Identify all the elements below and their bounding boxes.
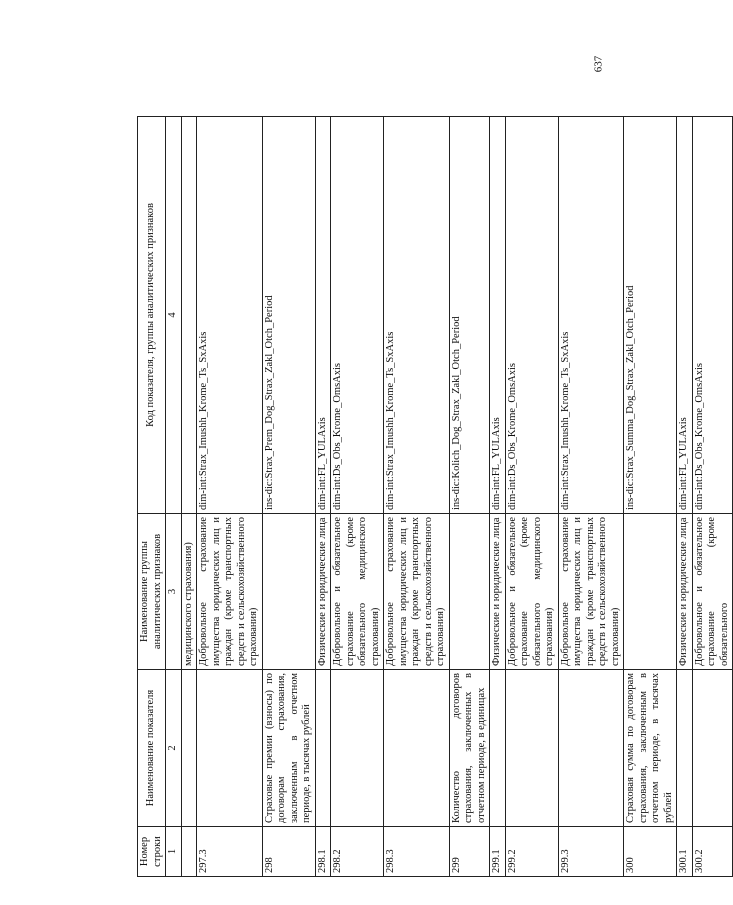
row-number (181, 827, 197, 877)
header-row-number: Номер строки (138, 827, 166, 877)
group-name: Добровольное страхование имущества юридических лиц и граждан (кроме транспортных средств и сельскохозяйственного страхования) (558, 514, 624, 670)
table-row (181, 117, 197, 877)
group-name: Физические и юридические лица (490, 514, 506, 670)
indicator-code: dim-int:FL_YULAxis (315, 117, 331, 514)
indicator-name: Количество договоров страхования, заключенных в отчетном периоде, в единицах (449, 670, 490, 827)
table-row (558, 117, 624, 877)
indicator-code: ins-dic:Strax_Summa_Dog_Strax_Zakl_Otch_Period (624, 117, 677, 514)
group-name: Добровольное и обязательное страхование (кроме обязательного (692, 514, 733, 670)
table-row (315, 117, 331, 877)
column-index: 4 (166, 117, 182, 514)
table-row (197, 117, 263, 877)
indicator-name (490, 670, 506, 827)
indicator-name (505, 670, 558, 827)
row-number: 299 (449, 827, 490, 877)
row-number: 299.2 (505, 827, 558, 877)
group-name (262, 514, 315, 670)
row-number: 300.2 (692, 827, 733, 877)
indicator-code: dim-int:FL_YULAxis (677, 117, 693, 514)
indicator-name (692, 670, 733, 827)
header-row (138, 117, 166, 877)
row-number: 298.2 (331, 827, 384, 877)
indicator-name: Страховые премии (взносы) по договорам страхования, заключенным в отчетном периоде, в тысячах рублей (262, 670, 315, 827)
page-number: 637 (592, 55, 605, 73)
header-code: Код показателя, группы аналитических признаков (138, 117, 166, 514)
indicator-name (558, 670, 624, 827)
table-row (331, 117, 384, 877)
row-number: 300.1 (677, 827, 693, 877)
indicator-name (384, 670, 450, 827)
indicator-code: ins-dic:Kolich_Dog_Strax_Zakl_Otch_Period (449, 117, 490, 514)
group-name: Добровольное страхование имущества юридических лиц и граждан (кроме транспортных средств и сельскохозяйственного страхования) (384, 514, 450, 670)
indicator-code: dim-int:Ds_Obs_Krome_OmsAxis (331, 117, 384, 514)
indicator-table (137, 116, 733, 877)
row-number: 298.3 (384, 827, 450, 877)
group-name: Физические и юридические лица (677, 514, 693, 670)
header-group-name: Наименование группы аналитических признаков (138, 514, 166, 670)
row-number: 298 (262, 827, 315, 877)
column-index: 2 (166, 670, 182, 827)
table-row (490, 117, 506, 877)
indicator-name (677, 670, 693, 827)
group-name: Физические и юридические лица (315, 514, 331, 670)
header-indicator-name: Наименование показателя (138, 670, 166, 827)
group-name (449, 514, 490, 670)
indicator-code: dim-int:Strax_Imushh_Krome_Ts_SxAxis (384, 117, 450, 514)
table-row (677, 117, 693, 877)
indicator-name (197, 670, 263, 827)
indicator-code (181, 117, 197, 514)
row-number: 300 (624, 827, 677, 877)
row-number: 299.3 (558, 827, 624, 877)
table-row (384, 117, 450, 877)
table-row (262, 117, 315, 877)
indicator-code: dim-int:Ds_Obs_Krome_OmsAxis (692, 117, 733, 514)
column-index: 1 (166, 827, 182, 877)
indicator-code: dim-int:Ds_Obs_Krome_OmsAxis (505, 117, 558, 514)
indicator-code: dim-int:Strax_Imushh_Krome_Ts_SxAxis (558, 117, 624, 514)
indicator-name (331, 670, 384, 827)
table-row (505, 117, 558, 877)
table-row (449, 117, 490, 877)
group-name: Добровольное и обязательное страхование (кроме обязательного медицинского страхования) (505, 514, 558, 670)
table-row (624, 117, 677, 877)
table-row (692, 117, 733, 877)
indicator-code: dim-int:FL_YULAxis (490, 117, 506, 514)
row-number: 298.1 (315, 827, 331, 877)
row-number: 299.1 (490, 827, 506, 877)
group-name: Добровольное и обязательное страхование (кроме обязательного медицинского страхования) (331, 514, 384, 670)
group-name: Добровольное страхование имущества юридических лиц и граждан (кроме транспортных средств и сельскохозяйственного страхования) (197, 514, 263, 670)
column-index-row (166, 117, 182, 877)
rotated-page (137, 117, 730, 877)
group-name (624, 514, 677, 670)
indicator-code: dim-int:Strax_Imushh_Krome_Ts_SxAxis (197, 117, 263, 514)
indicator-code: ins-dic:Strax_Prem_Dog_Strax_Zakl_Otch_Period (262, 117, 315, 514)
indicator-name (181, 670, 197, 827)
group-name: медицинского страхования) (181, 514, 197, 670)
indicator-name (315, 670, 331, 827)
indicator-name: Страховая сумма по договорам страхования, заключенным в отчетном периоде, в тысячах рублей (624, 670, 677, 827)
row-number: 297.3 (197, 827, 263, 877)
column-index: 3 (166, 514, 182, 670)
